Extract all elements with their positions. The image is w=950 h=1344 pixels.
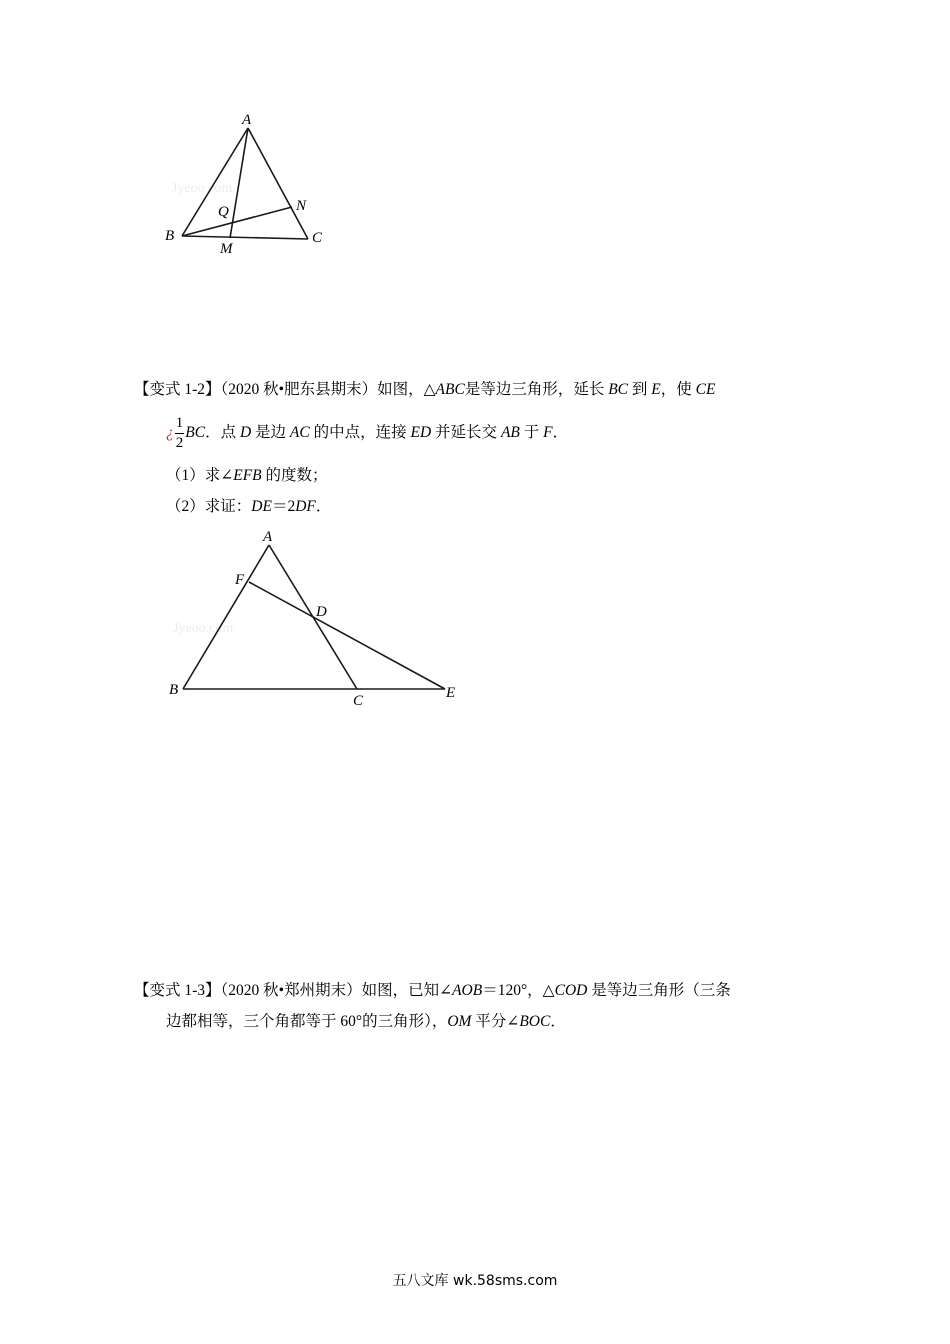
label-m: M <box>220 241 233 257</box>
label-c: C <box>312 230 323 246</box>
page-footer: 五八文库 wk.58sms.com <box>392 1273 558 1289</box>
problem-1-3-line2: 边都相等，三个角都等于 60°的三角形），OM 平分∠BOC． <box>166 1013 566 1030</box>
question-1: （1）求∠EFB 的度数； <box>166 467 328 484</box>
label-a: A <box>263 529 273 545</box>
question-2: （2）求证：DE＝2DF． <box>166 498 332 515</box>
label-n: N <box>296 198 307 214</box>
figure-triangle-abc-extension <box>155 520 475 715</box>
label-b: B <box>165 228 175 244</box>
problem-tag: 【变式 1-3】 <box>134 982 221 999</box>
watermark: Jyeoo.com <box>173 621 234 636</box>
label-e: E <box>446 685 456 701</box>
watermark: Jyeoo.com <box>172 181 233 196</box>
problem-1-2-line2: ¿ $\frac{1}{2}$ BC．点 D 是边 AC 的中点，连接 ED 并延长交 AB 于 F． <box>166 415 569 451</box>
problem-tag: 【变式 1-2】 <box>134 381 221 398</box>
problem-1-2-line1: 【变式 1-2】（2020 秋•肥东县期末）如图，△ABC是等边三角形，延长 BC 到 E，使 CE <box>134 381 716 398</box>
label-f: F <box>235 572 245 588</box>
label-b: B <box>169 682 179 698</box>
segment-ac <box>248 128 308 239</box>
segment-bc <box>182 236 308 239</box>
problem-1-3-line1: 【变式 1-3】（2020 秋•郑州期末）如图，已知∠AOB＝120°，△COD 是等边三角形（三条 <box>134 982 731 999</box>
segment-bn <box>182 207 292 236</box>
label-d: D <box>316 604 327 620</box>
label-a: A <box>242 112 252 128</box>
figure-triangle-abc-cevians <box>150 100 350 265</box>
label-q: Q <box>218 204 229 220</box>
garbled-char: ¿ <box>166 424 174 442</box>
label-c: C <box>353 693 364 709</box>
segment-ab <box>183 545 269 689</box>
fraction-one-half: $\frac{1}{2}$ <box>175 415 184 451</box>
